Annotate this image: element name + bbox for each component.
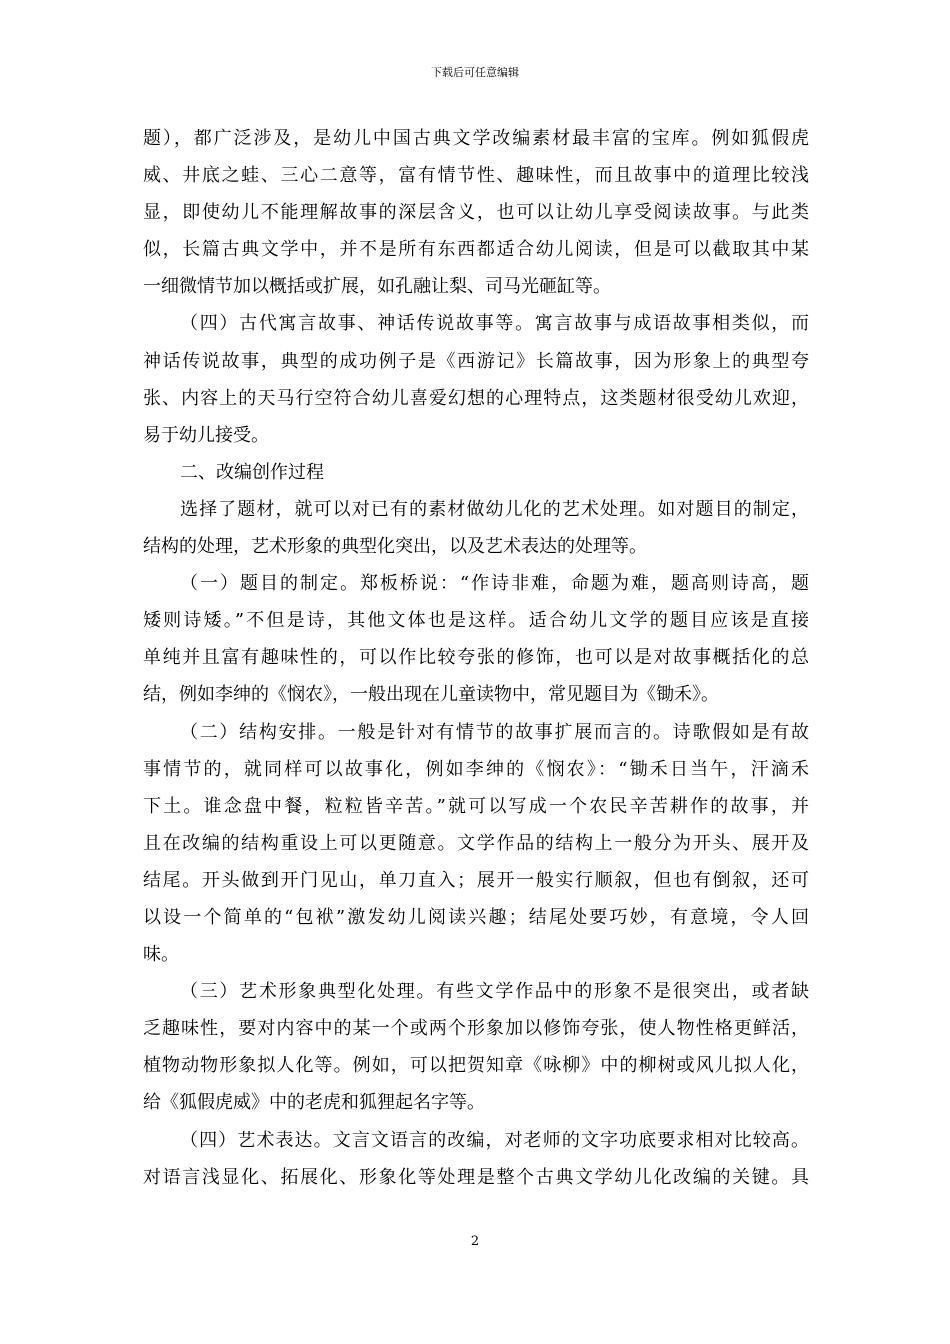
heading-line: 二、改编创作过程 — [180, 461, 324, 483]
text-line: 对语言浅显化、拓展化、形象化等处理是整个古典文学幼儿化改编的关键。具 — [143, 1166, 809, 1188]
text-line: 且在改编的结构重设上可以更随意。文学作品的结构上一般分为开头、展开及 — [143, 832, 809, 854]
text-line: （四）古代寓言故事、神话传说故事等。寓言故事与成语故事相类似，而 — [180, 313, 809, 335]
page-header: 下载后可任意编辑 — [431, 66, 519, 79]
text-line: 事情节的，就同样可以故事化，例如李绅的《悯农》：“锄禾日当午，汗滴禾 — [143, 758, 809, 780]
text-line: 神话传说故事，典型的成功例子是《西游记》长篇故事，因为形象上的典型夸 — [143, 350, 809, 372]
text-line: 矮则诗矮。”不但是诗，其他文体也是这样。适合幼儿文学的题目应该是直接 — [143, 610, 809, 632]
text-line: 题），都广泛涉及，是幼儿中国古典文学改编素材最丰富的宝库。例如狐假虎 — [143, 128, 809, 149]
text-line: 下土。谁念盘中餐，粒粒皆辛苦。”就可以写成一个农民辛苦耕作的故事，并 — [143, 795, 809, 817]
paragraph — [143, 973, 809, 1121]
paragraph — [143, 1122, 809, 1196]
paragraph — [143, 491, 809, 565]
text-line: 味。 — [143, 944, 179, 966]
text-line: （一）题目的制定。郑板桥说：“作诗非难，命题为难，题高则诗高，题 — [180, 573, 809, 595]
text-line: 结尾。开头做到开门见山，单刀直入；展开一般实行顺叙，但也有倒叙，还可 — [143, 869, 809, 891]
text-line: 植物动物形象拟人化等。例如，可以把贺知章《咏柳》中的柳树或风儿拟人化， — [143, 1055, 809, 1077]
text-line: 似，长篇古典文学中，并不是所有东西都适合幼儿阅读，但是可以截取其中某 — [143, 239, 809, 261]
section-heading — [143, 454, 809, 491]
paragraph — [143, 305, 809, 453]
text-line: 结，例如李绅的《悯农》，一般出现在儿童读物中，常见题目为《锄禾》。 — [143, 684, 719, 706]
text-line: 以设一个简单的“包袱”激发幼儿阅读兴趣；结尾处要巧妙，有意境，令人回 — [143, 906, 809, 928]
text-line: （四）艺术表达。文言文语言的改编，对老师的文字功底要求相对比较高。 — [180, 1129, 809, 1151]
text-line: （二）结构安排。一般是针对有情节的故事扩展而言的。诗歌假如是有故 — [180, 721, 809, 743]
document-body — [143, 120, 809, 1196]
text-line: 威、井底之蛙、三心二意等，富有情节性、趣味性，而且故事中的道理比较浅 — [143, 165, 809, 187]
text-line: 选择了题材，就可以对已有的素材做幼儿化的艺术处理。如对题目的制定， — [180, 498, 809, 520]
text-line: 张、内容上的天马行空符合幼儿喜爱幻想的心理特点，这类题材很受幼儿欢迎， — [143, 387, 809, 409]
text-line: 显，即使幼儿不能理解故事的深层含义，也可以让幼儿享受阅读故事。与此类 — [143, 202, 809, 224]
text-line: 单纯并且富有趣味性的，可以作比较夸张的修饰，也可以是对故事概括化的总 — [143, 647, 809, 669]
page-number: 2 — [470, 1234, 480, 1249]
text-line: 一细微情节加以概括或扩展，如孔融让梨、司马光砸缸等。 — [143, 276, 611, 298]
paragraph — [143, 120, 809, 305]
text-line: （三）艺术形象典型化处理。有些文学作品中的形象不是很突出，或者缺 — [180, 981, 809, 1003]
paragraph — [143, 565, 809, 713]
paragraph — [143, 714, 809, 974]
text-line: 给《狐假虎威》中的老虎和狐狸起名字等。 — [143, 1092, 485, 1114]
text-line: 结构的处理，艺术形象的典型化突出，以及艺术表达的处理等。 — [143, 536, 647, 558]
text-line: 易于幼儿接受。 — [143, 424, 269, 446]
text-line: 乏趣味性，要对内容中的某一个或两个形象加以修饰夸张，使人物性格更鲜活， — [143, 1018, 809, 1040]
